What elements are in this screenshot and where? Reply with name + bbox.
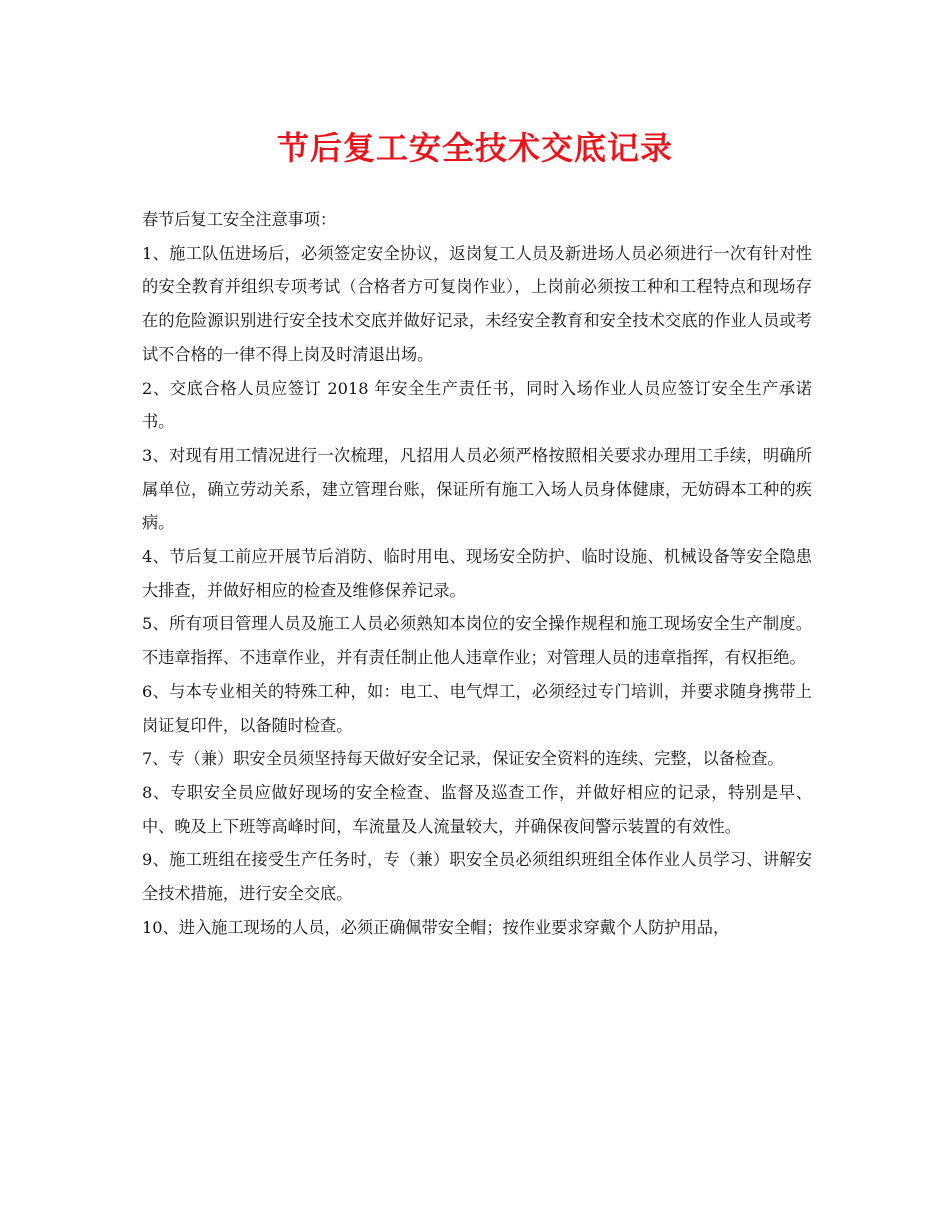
document-body [142,203,812,944]
item-paragraph-8: 8、专职安全员应做好现场的安全检查、监督及巡查工作，并做好相应的记录，特别是早、中、晚及上下班等高峰时间，车流量及人流量较大，并确保夜间警示装置的有效性。 [142,782,812,836]
item-paragraph-7: 7、专（兼）职安全员须坚持每天做好安全记录，保证安全资料的连续、完整，以备检查。 [142,749,784,769]
intro-paragraph: 春节后复工安全注意事项： [142,210,337,229]
item-paragraph-4: 4、节后复工前应开展节后消防、临时用电、现场安全防护、临时设施、机械设备等安全隐患大排查，并做好相应的检查及维修保养记录。 [142,547,812,600]
item-paragraph-10: 10、进入施工现场的人员，必须正确佩带安全帽；按作业要求穿戴个人防护用品， [142,917,730,937]
item-paragraph-1: 1、施工队伍进场后，必须签定安全协议，返岗复工人员及新进场人员必须进行一次有针对性的安全教育并组织专项考试（合格者方可复岗作业），上岗前必须按工种和工程特点和现场存在的危险源识别进行安全技术交底并做好记录，未经安全教育和安全技术交底的作业人员或考试不合格的一律不得上岗及时清退出场。 [142,243,812,364]
document-title: 节后复工安全技术交底记录 [276,129,673,167]
item-paragraph-3: 3、对现有用工情况进行一次梳理，凡招用人员必须严格按照相关要求办理用工手续，明确所属单位，确立劳动关系，建立管理台账，保证所有施工入场人员身体健康，无妨碍本工种的疾病。 [142,445,812,533]
item-paragraph-9: 9、施工班组在接受生产任务时，专（兼）职安全员必须组织班组全体作业人员学习、讲解安全技术措施，进行安全交底。 [142,850,812,904]
item-paragraph-6: 6、与本专业相关的特殊工种，如：电工、电气焊工，必须经过专门培训，并要求随身携带上岗证复印件，以备随时检查。 [142,681,812,735]
item-paragraph-5: 5、所有项目管理人员及施工人员必须熟知本岗位的安全操作规程和施工现场安全生产制度。不违章指挥、不违章作业，并有责任制止他人违章作业；对管理人员的违章指挥，有权拒绝。 [142,614,812,668]
item-paragraph-2: 2、交底合格人员应签订 2018 年安全生产责任书，同时入场作业人员应签订安全生产承诺书。 [142,378,812,432]
